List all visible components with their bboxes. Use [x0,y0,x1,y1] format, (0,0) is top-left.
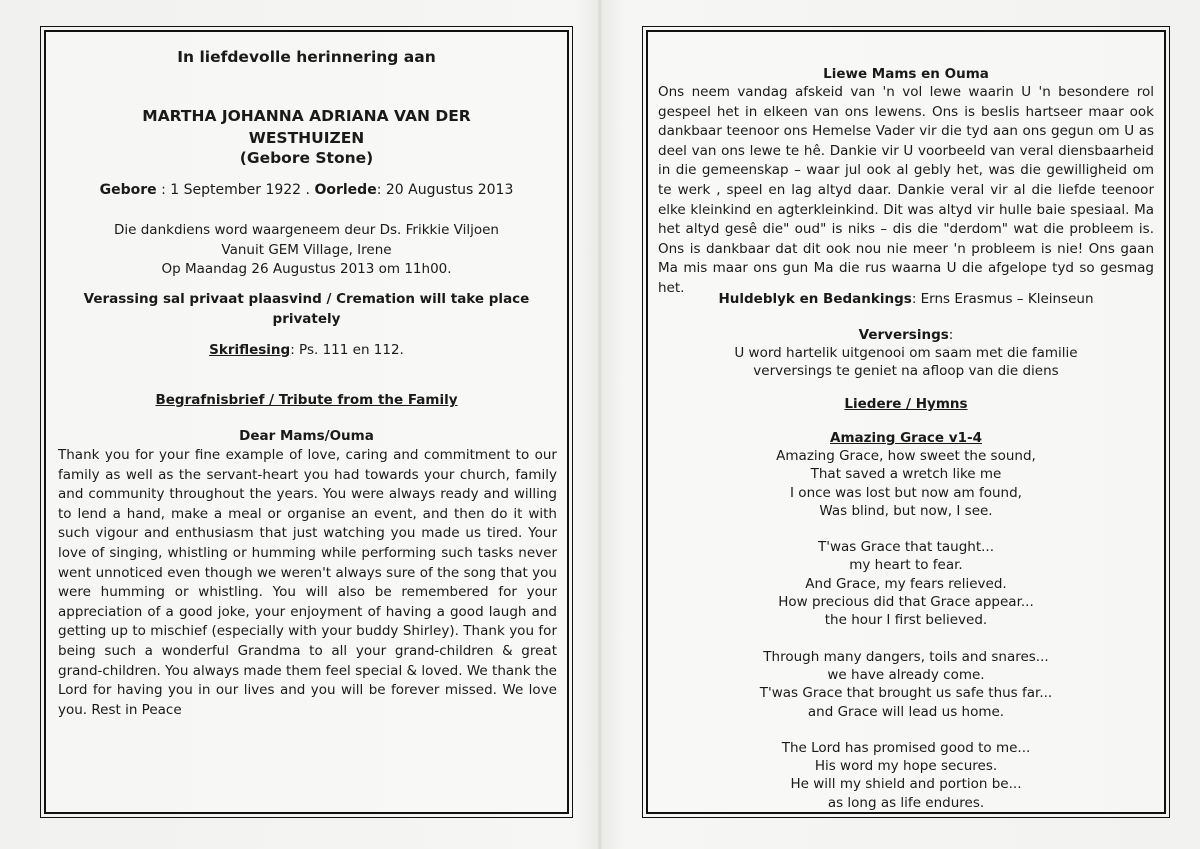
tribute-credit-label: Huldeblyk en Bedankings [718,291,912,307]
service-line: Die dankdiens word waargeneem deur Ds. Frikkie Viljoen [114,222,499,238]
service-line: Vanuit GEM Village, Irene [221,241,392,258]
lyric-line: I once was lost but now am found, [790,484,1022,501]
hymns-heading: Liedere / Hymns [844,396,968,412]
right-panel [646,30,1166,814]
lyric-line: That saved a wretch like me [810,466,1002,483]
refresh-line: U word hartelik uitgenooi om saam met die familie [734,345,1078,361]
tribute-credit-value: : Erns Erasmus – Kleinseun [911,291,1094,307]
born-value: : 1 September 1922 . [156,182,315,198]
lyric-line: and Grace will lead us home. [807,703,1005,720]
deceased-name: MARTHA JOHANNA ADRIANA VAN DER WESTHUIZEN [142,107,471,147]
maiden-name: (Gebore Stone) [239,149,374,167]
lyric-line: the hour I first believed. [824,612,988,629]
tribute-credit [648,291,1164,307]
lyric-line: His word my hope secures. [814,758,998,775]
lyric-line: T'was Grace that taught... [817,539,995,556]
left-panel [44,30,569,814]
dates-line [46,182,567,198]
lyric-line: Through many dangers, toils and snares... [763,648,1049,665]
verse [648,739,1164,812]
lyric-line: my heart to fear. [849,557,963,574]
letter-title: Liewe Mams en Ouma [823,66,989,82]
song-title: Amazing Grace v1-4 [830,430,982,446]
lyric-line: And Grace, my fears relieved. [805,575,1007,592]
letter-body: Ons neem vandag afskeid van 'n vol lewe waarin U 'n besondere rol gespeel het in elkeen van ons lewens. Ons is beslis hartseer maar ook dankbaar teenoor ons Hemelse Vader vir die tyd aan ons gegun om U as deel van ons lewe te hê. Dankie vir U voorbeeld van veral diensbaarheid in die gemeenskap – waar jul ook al gebly het, was die gewilligheid om te werk , speel en lag altyd daar. Dankie veral vir al die liefde teenoor elke kleinkind en agterkleinkind. Dit was altyd vir hulle baie spesiaal. Ma het altyd gesê die" oud" is niks – dis die "derdom" wat die probleem is. Ons is dankbaar dat dit ook nou nie meer 'n probleem is nie! Ons gaan Ma mis maar ons gun Ma die rus waarna U die afgelope tyd so gesmag het. [658,84,1154,296]
cremation-notice: Verassing sal privaat plaasvind / Cremation will take place privately [83,291,530,327]
verse [648,447,1164,520]
tribute-body: Thank you for your fine example of love, caring and commitment to our family as well as the servant-heart you had towards your church, family and community throughout the years. You were always ready and willing to lend a hand, make a meal or organise an event, and then do it with such vigour and enthusiasm that just watching you made us tired. Your love of singing, whistling or humming while performing such tasks never went unnoticed even though we weren't always sure of the song that you were humming or whistling. You will also be remembered for your appreciation of a good joke, your enjoyment of having a good laugh and getting up to mischief (especially with your buddy Shirley). Thank you for being such a wonderful Grandma to all your grand-children & great grand-children. You always made them feel special & loved. We thank the Lord for having you in our lives and you will be forever missed. We love you. Rest in Peace [58,447,557,718]
lyrics [648,447,1164,830]
died-value: : 20 Augustus 2013 [376,182,514,198]
scripture-label: Skriflesing [209,342,291,358]
refreshments [648,326,1164,380]
lyric-line: How precious did that Grace appear... [778,594,1034,611]
memorial-header: In liefdevolle herinnering aan [177,48,436,66]
lyric-line: Amazing Grace, how sweet the sound, [776,448,1036,464]
service-details [46,221,567,280]
verse [648,648,1164,721]
refresh-colon: : [948,327,954,343]
refresh-label: Verversings [858,327,949,343]
lyric-line: we have already come. [827,666,985,683]
lyric-line: as long as life endures. [827,794,985,811]
lyric-line: T'was Grace that brought us safe thus far... [759,685,1053,702]
lyric-line: The Lord has promised good to me... [781,739,1031,756]
scripture-value: : Ps. 111 en 112. [290,342,404,358]
center-fold [598,0,602,849]
died-label: Oorlede [314,182,377,198]
born-label: Gebore [99,182,157,198]
lyric-line: Was blind, but now, I see. [819,502,993,519]
tribute-heading: Begrafnisbrief / Tribute from the Family [155,392,458,408]
refresh-line: verversings te geniet na afloop van die diens [753,363,1059,379]
scripture-line [46,342,567,358]
service-line: Op Maandag 26 Augustus 2013 om 11h00. [161,261,452,277]
dear-heading: Dear Mams/Ouma [239,428,374,444]
verse [648,538,1164,629]
lyric-line: He will my shield and portion be... [790,776,1022,793]
